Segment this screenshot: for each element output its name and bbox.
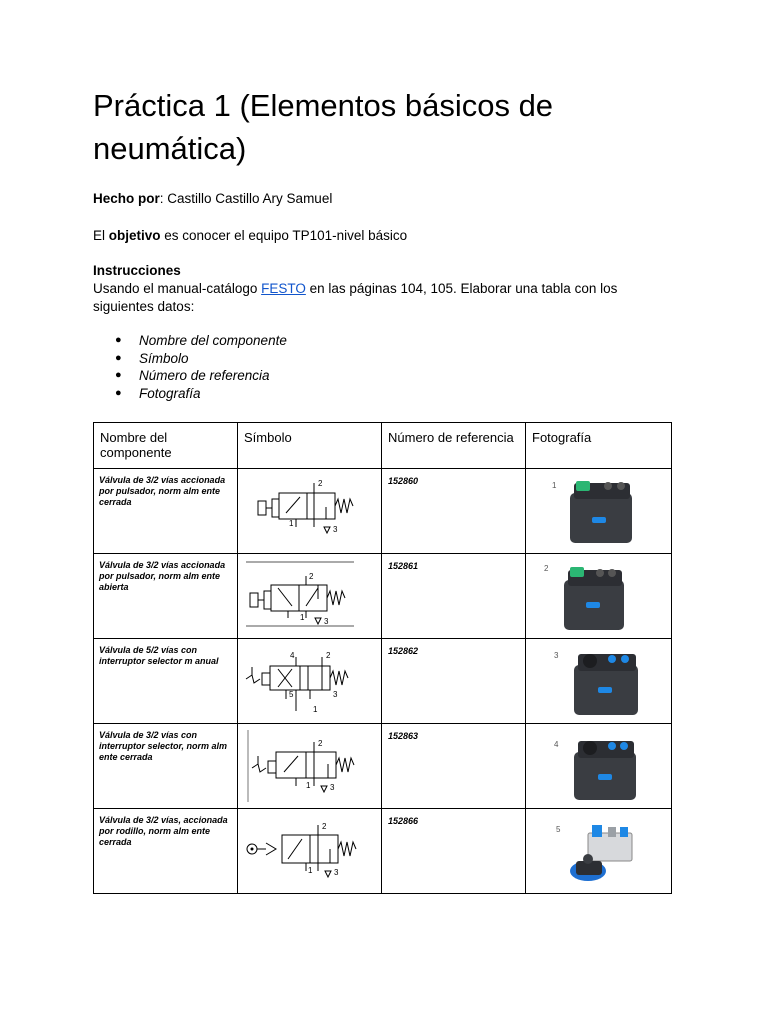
symbol-cell: [238, 554, 382, 639]
bullet-icon: ●: [115, 369, 122, 381]
symbol-cell: [238, 469, 382, 554]
valve-symbol-icon: [238, 469, 382, 553]
objective-bold: objetivo: [108, 228, 161, 243]
symbol-cell: [238, 639, 382, 724]
instructions-heading: Instrucciones: [93, 263, 181, 278]
port-label: 5: [289, 690, 294, 699]
port-label: 2: [322, 822, 327, 831]
header-reference: Número de referencia: [382, 423, 526, 469]
reference-number: 152861: [382, 554, 526, 639]
port-label: 1: [300, 613, 305, 622]
photo-number: 5: [556, 825, 561, 834]
table-row: [94, 469, 672, 554]
valve-symbol-icon: [238, 554, 382, 638]
list-item: [93, 332, 287, 350]
page-title: Práctica 1 (Elementos básicos de neumática): [93, 88, 554, 166]
port-label: 1: [289, 519, 294, 528]
table-row: [94, 809, 672, 894]
valve-photo-icon: [526, 554, 670, 638]
header-name: Nombre del componente: [94, 423, 238, 469]
valve-photo-icon: [526, 724, 670, 808]
list-item: [93, 385, 287, 403]
photo-number: 2: [544, 564, 549, 573]
valve-symbol-icon: [238, 639, 382, 723]
component-name: Válvula de 5/2 vías con interruptor selector m anual: [94, 639, 238, 724]
reference-number: 152863: [382, 724, 526, 809]
table-header-row: [94, 423, 672, 469]
components-table: [93, 422, 672, 894]
photo-cell: [526, 809, 672, 894]
port-label: 2: [309, 572, 314, 581]
valve-photo-icon: [526, 809, 670, 893]
instructions-block: [93, 262, 673, 316]
symbol-cell: [238, 724, 382, 809]
valve-photo-icon: [526, 639, 670, 723]
instructions-text-after: en las páginas 104, 105. Elaborar una tabla con los siguientes datos:: [93, 281, 618, 314]
symbol-cell: [238, 809, 382, 894]
selector-knob: [583, 741, 597, 755]
port-label: 3: [333, 525, 338, 534]
reference-number: 152866: [382, 809, 526, 894]
port-label: 3: [330, 783, 335, 792]
author-line: [93, 190, 332, 208]
list-item-text: Fotografía: [139, 385, 201, 401]
list-item-text: Símbolo: [139, 350, 189, 366]
reference-number: 152862: [382, 639, 526, 724]
port-label: 2: [318, 739, 323, 748]
port-label: 2: [318, 479, 323, 488]
component-name: Válvula de 3/2 vías accionada por pulsador, norm alm ente cerrada: [94, 469, 238, 554]
instructions-text-before: Usando el manual-catálogo: [93, 281, 262, 296]
festo-link[interactable]: FESTO: [261, 281, 306, 296]
port-label: 1: [313, 705, 318, 714]
reference-number: 152860: [382, 469, 526, 554]
component-name: Válvula de 3/2 vías accionada por pulsador, norm alm ente abierta: [94, 554, 238, 639]
port-label: 3: [324, 617, 329, 626]
table-row: [94, 724, 672, 809]
port-label: 3: [334, 868, 339, 877]
component-name: Válvula de 3/2 vías, accionada por rodillo, norm alm ente cerrada: [94, 809, 238, 894]
component-name: Válvula de 3/2 vías con interruptor selector, norm alm ente cerrada: [94, 724, 238, 809]
list-item: [93, 350, 287, 368]
list-item-text: Nombre del componente: [139, 333, 287, 348]
port-label: 2: [326, 651, 331, 660]
photo-cell: [526, 469, 672, 554]
list-item-text: Número de referencia: [139, 368, 270, 383]
photo-number: 3: [554, 651, 559, 660]
port-label: 4: [290, 651, 295, 660]
photo-cell: [526, 554, 672, 639]
port-label: 3: [333, 690, 338, 699]
header-symbol: Símbolo: [238, 423, 382, 469]
list-item: [93, 367, 287, 385]
valve-symbol-icon: [238, 724, 382, 808]
author-label: Hecho por: [93, 191, 160, 206]
selector-knob: [583, 654, 597, 668]
port-label: 1: [308, 866, 313, 875]
header-photo: Fotografía: [526, 423, 672, 469]
author-value: : Castillo Castillo Ary Samuel: [159, 191, 333, 206]
photo-number: 1: [552, 481, 557, 490]
requirements-list: [93, 332, 287, 402]
valve-photo-icon: [526, 469, 670, 553]
photo-cell: [526, 724, 672, 809]
port-label: 1: [306, 781, 311, 790]
bullet-icon: ●: [115, 334, 122, 346]
valve-symbol-icon: [238, 809, 382, 893]
objective-prefix: El: [93, 228, 109, 243]
bullet-icon: ●: [115, 351, 122, 364]
photo-cell: [526, 639, 672, 724]
table-row: [94, 639, 672, 724]
objective-line: [93, 227, 407, 245]
photo-number: 4: [554, 740, 559, 749]
objective-rest: es conocer el equipo TP101-nivel básico: [160, 228, 408, 243]
bullet-icon: ●: [115, 386, 122, 399]
pushbutton: [576, 481, 590, 491]
table-row: [94, 554, 672, 639]
pushbutton: [570, 567, 584, 577]
